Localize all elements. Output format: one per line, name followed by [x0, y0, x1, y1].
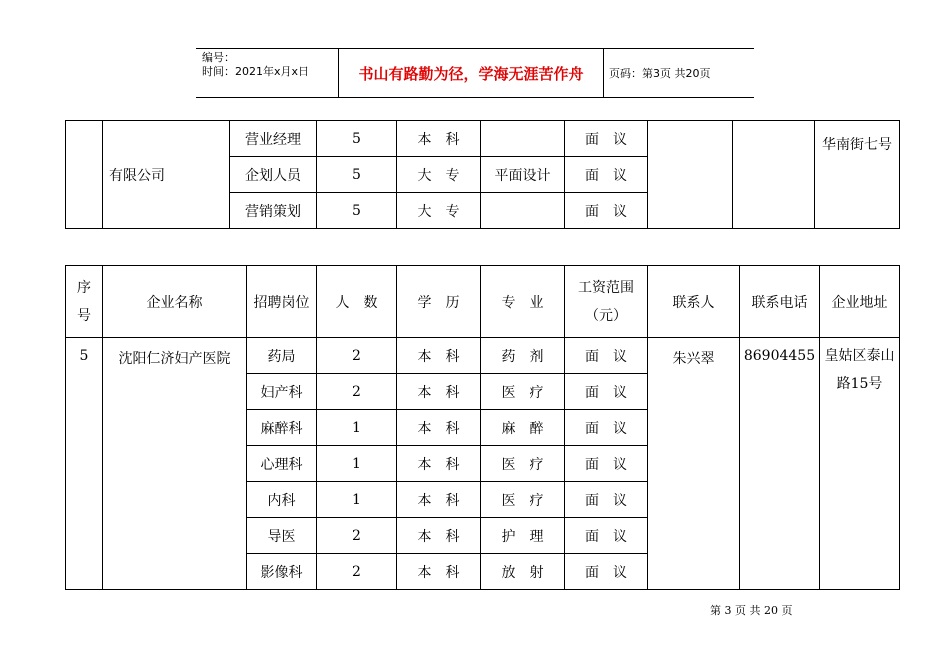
- count-cell: 2: [317, 338, 397, 374]
- salary-cell: 面 议: [565, 121, 648, 157]
- education-cell: 本 科: [397, 482, 481, 518]
- education-cell: 大 专: [397, 193, 481, 229]
- education-cell: 本 科: [397, 121, 481, 157]
- seq-cell: 5: [66, 338, 103, 590]
- salary-cell: 面 议: [565, 518, 648, 554]
- position-cell: 影像科: [247, 554, 317, 590]
- education-cell: 本 科: [397, 410, 481, 446]
- salary-cell: 面 议: [565, 446, 648, 482]
- phone-cell: 86904455: [740, 338, 820, 590]
- company-cell: 沈阳仁济妇产医院: [103, 338, 247, 590]
- major-cell: 医 疗: [481, 446, 565, 482]
- recruitment-table: [65, 265, 900, 590]
- header-address: 企业地址: [820, 266, 900, 338]
- position-cell: 麻醉科: [247, 410, 317, 446]
- major-cell: 药 剂: [481, 338, 565, 374]
- address-cell: 华南街七号: [815, 121, 900, 229]
- header-seq: 序号: [66, 266, 103, 338]
- table-row: [66, 338, 900, 374]
- contact-cell: [648, 121, 733, 229]
- header-meta: [202, 51, 309, 79]
- header-contact: 联系人: [648, 266, 740, 338]
- header-divider: [603, 49, 604, 97]
- position-cell: 营销策划: [230, 193, 317, 229]
- count-cell: 2: [317, 554, 397, 590]
- salary-cell: 面 议: [565, 482, 648, 518]
- position-cell: 导医: [247, 518, 317, 554]
- time-label: 时间：2021年x月x日: [202, 65, 310, 78]
- position-cell: 心理科: [247, 446, 317, 482]
- count-cell: 1: [317, 410, 397, 446]
- header-phone: 联系电话: [740, 266, 820, 338]
- major-cell: 麻 醉: [481, 410, 565, 446]
- table-header-row: [66, 266, 900, 338]
- address-cell: 皇姑区泰山路15号: [820, 338, 900, 590]
- major-cell: 医 疗: [481, 482, 565, 518]
- major-cell: [481, 121, 565, 157]
- header-position: 招聘岗位: [247, 266, 317, 338]
- motto-text: 书山有路勤为径，学海无涯苦作舟: [358, 64, 584, 83]
- header-company: 企业名称: [103, 266, 247, 338]
- position-cell: 企划人员: [230, 157, 317, 193]
- major-cell: 护 理: [481, 518, 565, 554]
- education-cell: 本 科: [397, 446, 481, 482]
- position-cell: 营业经理: [230, 121, 317, 157]
- count-cell: 2: [317, 518, 397, 554]
- header-salary: 工资范围（元）: [565, 266, 648, 338]
- count-cell: 5: [317, 193, 397, 229]
- salary-cell: 面 议: [565, 554, 648, 590]
- header-count: 人 数: [317, 266, 397, 338]
- education-cell: 本 科: [397, 374, 481, 410]
- salary-cell: 面 议: [565, 374, 648, 410]
- phone-cell: [733, 121, 815, 229]
- salary-cell: 面 议: [565, 338, 648, 374]
- page-header: [196, 48, 754, 98]
- position-cell: 妇产科: [247, 374, 317, 410]
- position-cell: 药局: [247, 338, 317, 374]
- major-cell: [481, 193, 565, 229]
- page-footer: 第 3 页 共 20 页: [710, 604, 793, 617]
- education-cell: 本 科: [397, 554, 481, 590]
- position-cell: 内科: [247, 482, 317, 518]
- education-cell: 本 科: [397, 338, 481, 374]
- major-cell: 放 射: [481, 554, 565, 590]
- education-cell: 本 科: [397, 518, 481, 554]
- count-cell: 1: [317, 482, 397, 518]
- number-label: 编号：: [202, 51, 235, 64]
- education-cell: 大 专: [397, 157, 481, 193]
- header-page-info: 页码：第3页 共20页: [609, 67, 711, 80]
- count-cell: 2: [317, 374, 397, 410]
- salary-cell: 面 议: [565, 410, 648, 446]
- major-cell: 医 疗: [481, 374, 565, 410]
- count-cell: 1: [317, 446, 397, 482]
- count-cell: 5: [317, 121, 397, 157]
- salary-cell: 面 议: [565, 157, 648, 193]
- major-cell: 平面设计: [481, 157, 565, 193]
- company-cell: 有限公司: [103, 121, 230, 229]
- salary-cell: 面 议: [565, 193, 648, 229]
- contact-cell: 朱兴翠: [648, 338, 740, 590]
- seq-cell: [66, 121, 103, 229]
- table-row: [66, 121, 900, 157]
- continuation-table: [65, 120, 900, 229]
- header-major: 专 业: [481, 266, 565, 338]
- count-cell: 5: [317, 157, 397, 193]
- header-education: 学 历: [397, 266, 481, 338]
